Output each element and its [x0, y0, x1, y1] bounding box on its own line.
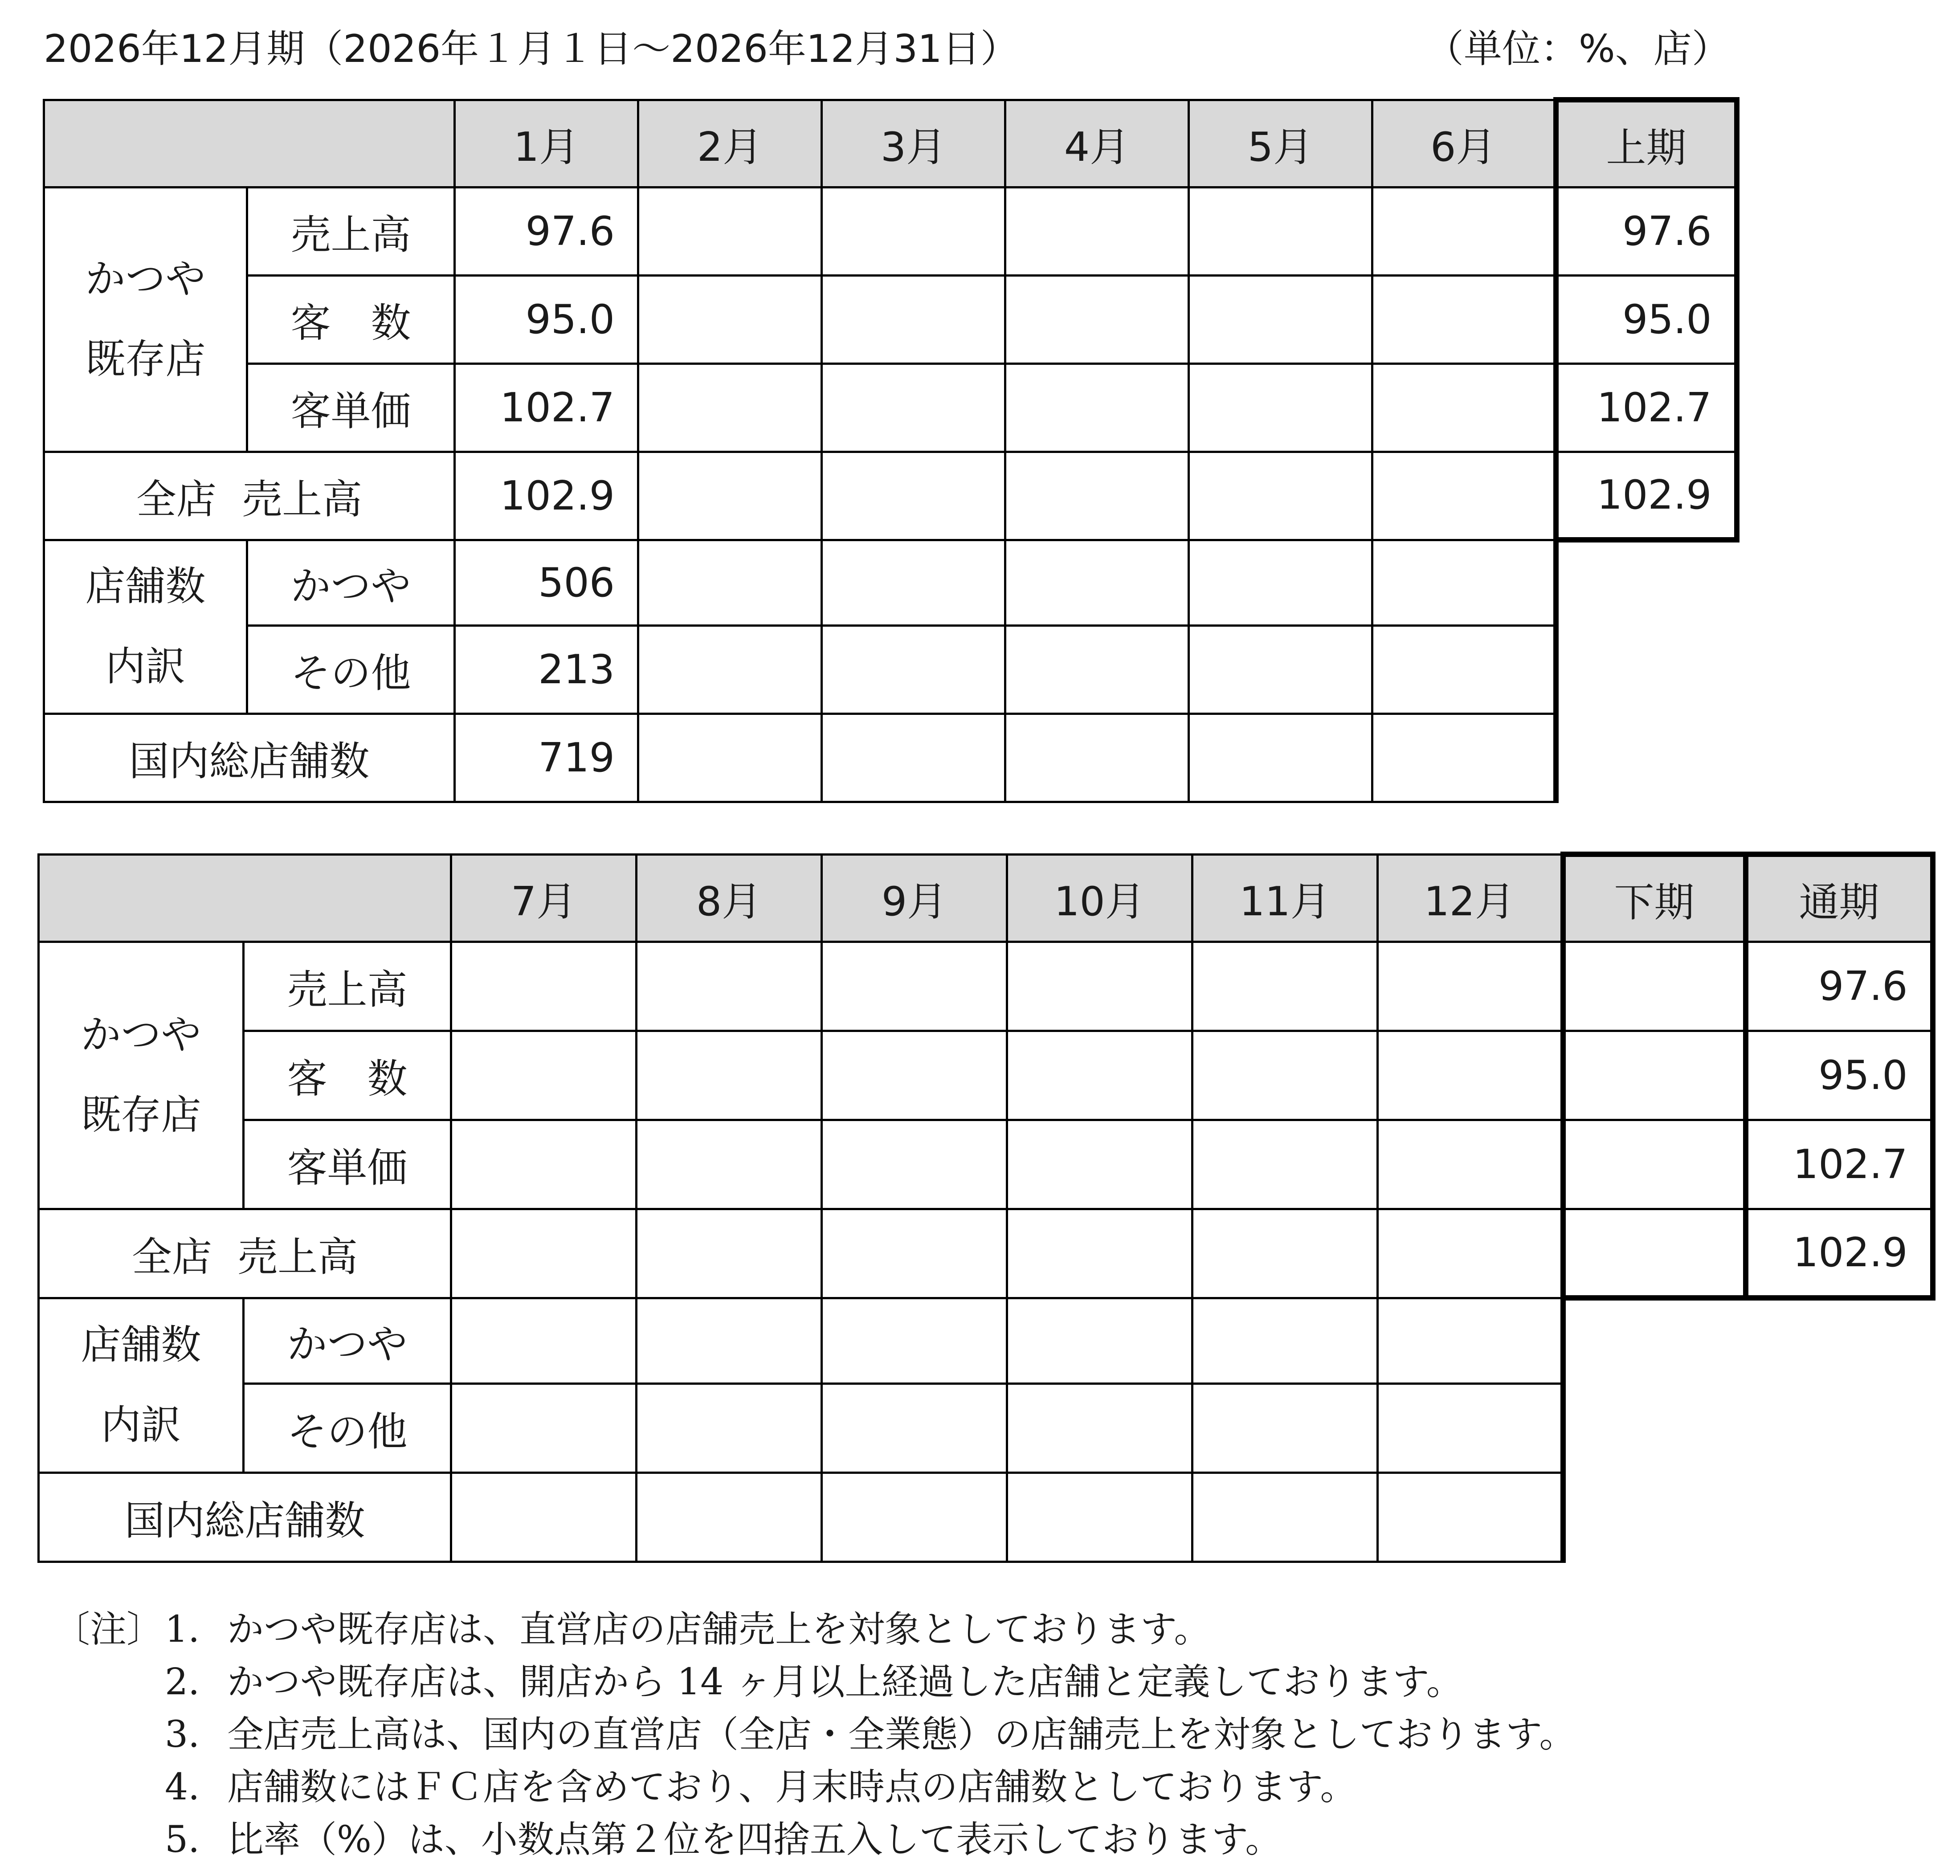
cell-total: 95.0: [1556, 275, 1737, 363]
col-header: 4月: [1005, 100, 1189, 187]
cell: [638, 625, 822, 714]
header-corner: [44, 100, 455, 187]
cell: [1372, 540, 1556, 625]
note-text: かつや既存店は、直営店の店舗売上を対象としております。: [227, 1608, 1211, 1651]
cell: [822, 1472, 1007, 1562]
row-group-katsuya-existing: かつや 既存店: [39, 942, 244, 1209]
row-label-customers: 客 数: [247, 275, 455, 363]
cell: [1007, 1383, 1192, 1472]
cell: [638, 187, 822, 275]
cell-total: [1563, 942, 1746, 1031]
col-header-full-year: 通期: [1746, 854, 1933, 942]
row-group-store-breakdown: 店舗数 内訳: [44, 540, 247, 714]
note-text: 比率（%）は、小数点第２位を四捨五入して表示しております。: [227, 1819, 1282, 1861]
col-header: 8月: [637, 854, 822, 942]
row-group-store-breakdown: 店舗数 内訳: [39, 1298, 244, 1472]
cell: [1007, 1472, 1192, 1562]
cell: [451, 1120, 637, 1209]
cell: [1372, 363, 1556, 452]
col-header: 6月: [1372, 100, 1556, 187]
cell: [637, 1472, 822, 1562]
cell: 97.6: [455, 187, 638, 275]
cell: [1005, 714, 1189, 802]
cell-full-year: 95.0: [1746, 1031, 1933, 1120]
cell: [822, 1298, 1007, 1383]
note-item: [165, 1814, 1282, 1866]
period-title: 2026年12月期（2026年１月１日～2026年12月31日）: [44, 27, 1019, 71]
cell: [1378, 1031, 1563, 1120]
cell: [1007, 942, 1192, 1031]
row-label-katsuya: かつや: [244, 1298, 451, 1383]
col-header: 12月: [1378, 854, 1563, 942]
cell: [451, 1209, 637, 1298]
cell: [638, 540, 822, 625]
cell: [1192, 942, 1378, 1031]
cell: [1007, 1209, 1192, 1298]
cell: [637, 1383, 822, 1472]
cell: [822, 452, 1005, 540]
cell: 102.7: [455, 363, 638, 452]
cell: [637, 1209, 822, 1298]
cell: [1005, 275, 1189, 363]
note-item: [165, 1761, 1356, 1814]
cell: [1007, 1120, 1192, 1209]
col-header: 10月: [1007, 854, 1192, 942]
col-header: 1月: [455, 100, 638, 187]
cell: [638, 363, 822, 452]
cell: [822, 625, 1005, 714]
cell: 719: [455, 714, 638, 802]
header-corner: [39, 854, 451, 942]
cell: [1189, 452, 1372, 540]
cell-total: 102.7: [1556, 363, 1737, 452]
cell: [451, 1472, 637, 1562]
row-group-katsuya-existing: かつや 既存店: [44, 187, 247, 452]
row-label-total-domestic: 国内総店舗数: [44, 714, 455, 802]
cell: [638, 275, 822, 363]
col-header: 7月: [451, 854, 637, 942]
note-item: [165, 1709, 1576, 1761]
note-number: 2.: [165, 1661, 200, 1703]
col-header: 5月: [1189, 100, 1372, 187]
col-header: 11月: [1192, 854, 1378, 942]
cell: [1378, 1383, 1563, 1472]
cell: [1372, 625, 1556, 714]
cell-total: [1563, 1209, 1746, 1298]
cell: [638, 452, 822, 540]
cell: 102.9: [455, 452, 638, 540]
cell: [1005, 363, 1189, 452]
cell: [1378, 1120, 1563, 1209]
empty-area: [1563, 1298, 1933, 1562]
cell: [1372, 275, 1556, 363]
cell: [1372, 714, 1556, 802]
col-header: 2月: [638, 100, 822, 187]
row-label-all-store-sales: 全店 売上高: [44, 452, 455, 540]
row-label-other: その他: [244, 1383, 451, 1472]
row-label-unit-price: 客単価: [247, 363, 455, 452]
note-text: 店舗数にはＦＣ店を含めており、月末時点の店舗数としております。: [227, 1766, 1357, 1808]
cell: [1189, 625, 1372, 714]
cell: [1192, 1120, 1378, 1209]
cell-full-year: 102.9: [1746, 1209, 1933, 1298]
cell: [822, 363, 1005, 452]
cell: [637, 942, 822, 1031]
cell: [1189, 540, 1372, 625]
cell: [1378, 942, 1563, 1031]
cell: [1372, 452, 1556, 540]
cell: [637, 1298, 822, 1383]
cell: [1005, 540, 1189, 625]
note-number: 3.: [165, 1713, 200, 1756]
cell: [1372, 187, 1556, 275]
row-label-total-domestic: 国内総店舗数: [39, 1472, 451, 1562]
notes-heading: 〔注〕: [53, 1608, 163, 1651]
cell: [1189, 275, 1372, 363]
table-first-half: [43, 97, 1740, 803]
cell-total: 102.9: [1556, 452, 1737, 540]
cell: [822, 187, 1005, 275]
cell: [1005, 187, 1189, 275]
cell-full-year: 97.6: [1746, 942, 1933, 1031]
cell: [1189, 714, 1372, 802]
cell: [1192, 1031, 1378, 1120]
col-header-second-half-total: 下期: [1563, 854, 1746, 942]
cell: [822, 1383, 1007, 1472]
cell: [637, 1120, 822, 1209]
cell: [451, 1298, 637, 1383]
cell: [638, 714, 822, 802]
row-label-unit-price: 客単価: [244, 1120, 451, 1209]
cell: [1189, 187, 1372, 275]
col-header: 3月: [822, 100, 1005, 187]
row-label-katsuya: かつや: [247, 540, 455, 625]
cell: [1192, 1472, 1378, 1562]
cell: [822, 1209, 1007, 1298]
cell: [822, 714, 1005, 802]
col-header: 9月: [822, 854, 1007, 942]
cell: [1378, 1298, 1563, 1383]
note-number: 1.: [165, 1608, 200, 1651]
col-header-first-half-total: 上期: [1556, 100, 1737, 187]
cell: [1189, 363, 1372, 452]
row-label-customers: 客 数: [244, 1031, 451, 1120]
row-label-all-store-sales: 全店 売上高: [39, 1209, 451, 1298]
cell: [451, 1383, 637, 1472]
cell-total: [1563, 1031, 1746, 1120]
note-item: [165, 1603, 1210, 1656]
cell: [822, 1120, 1007, 1209]
cell: [451, 942, 637, 1031]
row-label-other: その他: [247, 625, 455, 714]
note-item: [165, 1656, 1463, 1709]
cell: 213: [455, 625, 638, 714]
table-second-half: [37, 852, 1936, 1563]
cell: [1007, 1298, 1192, 1383]
note-number: 4.: [165, 1766, 200, 1808]
note-text: かつや既存店は、開店から 14 ヶ月以上経過した店舗と定義しております。: [227, 1661, 1463, 1703]
unit-label: （単位：%、店）: [1425, 27, 1730, 71]
note-text: 全店売上高は、国内の直営店（全店・全業態）の店舗売上を対象としております。: [227, 1713, 1576, 1756]
cell-total: 97.6: [1556, 187, 1737, 275]
cell: [451, 1031, 637, 1120]
cell: [822, 1031, 1007, 1120]
note-number: 5.: [165, 1819, 200, 1861]
cell: [822, 275, 1005, 363]
cell: [1378, 1472, 1563, 1562]
cell: [1005, 625, 1189, 714]
cell: [1007, 1031, 1192, 1120]
cell: 506: [455, 540, 638, 625]
cell: [1005, 452, 1189, 540]
row-label-sales: 売上高: [247, 187, 455, 275]
cell: [1192, 1298, 1378, 1383]
cell-total: [1563, 1120, 1746, 1209]
cell-full-year: 102.7: [1746, 1120, 1933, 1209]
cell: [1192, 1209, 1378, 1298]
cell: [1378, 1209, 1563, 1298]
cell: [822, 540, 1005, 625]
empty-area: [1556, 540, 1737, 802]
cell: [637, 1031, 822, 1120]
cell: [822, 942, 1007, 1031]
cell: 95.0: [455, 275, 638, 363]
row-label-sales: 売上高: [244, 942, 451, 1031]
cell: [1192, 1383, 1378, 1472]
